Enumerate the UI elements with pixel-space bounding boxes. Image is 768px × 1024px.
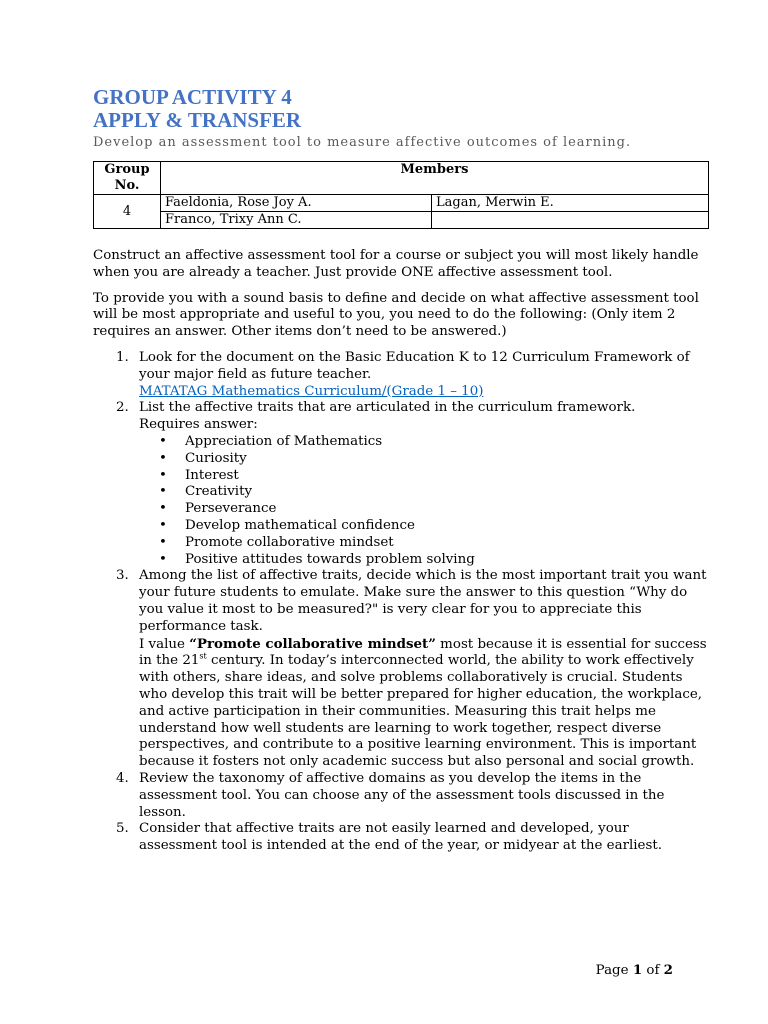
group-no-header-text: Group No. bbox=[104, 162, 150, 193]
traits-list bbox=[139, 434, 709, 568]
table-row bbox=[94, 212, 709, 229]
title-line-2: APPLY & TRANSFER bbox=[93, 108, 302, 132]
item-text: Among the list of affective traits, decide which is the most important trait you want your future students to emulate. Make sure the answer to this question “Why do you value it most to be measured?" is very clear for you to appreciate this performance task. bbox=[139, 568, 707, 634]
bullet-icon: • bbox=[159, 501, 167, 517]
member-cell bbox=[432, 212, 709, 229]
members-header-text: Members bbox=[400, 162, 469, 177]
trait-text: Appreciation of Mathematics bbox=[185, 433, 383, 449]
bullet-icon: • bbox=[159, 433, 167, 449]
bullet-icon: • bbox=[159, 467, 167, 483]
item-text: Review the taxonomy of affective domains as you develop the items in the assessment tool. You can choose any of the assessment tools discussed in the lesson. bbox=[139, 770, 665, 820]
footer-page-label: Page bbox=[595, 963, 633, 978]
answer-lead: I value bbox=[139, 636, 190, 652]
subtitle: Develop an assessment tool to measure affective outcomes of learning. bbox=[93, 135, 632, 150]
bullet-icon: • bbox=[159, 450, 167, 466]
trait-text: Curiosity bbox=[185, 450, 247, 466]
table-row bbox=[94, 195, 709, 212]
trait-item bbox=[139, 518, 709, 535]
page-footer bbox=[596, 962, 673, 979]
instructions-list bbox=[93, 350, 709, 855]
list-item bbox=[93, 821, 709, 855]
footer-of-label: of bbox=[642, 963, 664, 978]
trait-item bbox=[139, 484, 709, 501]
bullet-icon: • bbox=[159, 517, 167, 533]
item-number: 5. bbox=[116, 821, 129, 837]
trait-text: Creativity bbox=[185, 484, 253, 500]
basis-paragraph: To provide you with a sound basis to define and decide on what affective assessment tool will be most appropriate and useful to you, you need to do the following: (Only item 2 requires an answer. Other items don’t need to be answered.) bbox=[93, 290, 699, 340]
list-item bbox=[93, 400, 709, 568]
table-header-row bbox=[94, 162, 709, 195]
body bbox=[93, 248, 709, 855]
trait-text: Interest bbox=[185, 467, 239, 483]
trait-item bbox=[139, 434, 709, 451]
trait-text: Perseverance bbox=[185, 501, 277, 517]
member-cell: Faeldonia, Rose Joy A. bbox=[161, 195, 432, 212]
member-cell: Lagan, Merwin E. bbox=[432, 195, 709, 212]
answer-superscript: st bbox=[199, 651, 207, 661]
list-item bbox=[93, 350, 709, 400]
intro-paragraph: Construct an affective assessment tool for a course or subject you will most likely handle when you are already a teacher. Just provide ONE affective assessment tool. bbox=[93, 248, 699, 280]
group-number-cell: 4 bbox=[94, 195, 161, 229]
footer-current-page: 1 bbox=[632, 962, 643, 978]
curriculum-link[interactable]: MATATAG Mathematics Curriculum/(Grade 1 – 10) bbox=[139, 383, 484, 399]
answer-text-2: century. In today’s interconnected world, the ability to work effectively with others, share ideas, and solve problems collaboratively is crucial. Students who develop this trait will be better prepared for higher education, the workplace, and active participation in their communities. Measuring this trait helps me understand how well students are learning to work together, respect diverse perspectives, and contribute to a positive learning environment. This is important because it fosters not only academic success but also personal and social growth. bbox=[139, 653, 703, 770]
bullet-icon: • bbox=[159, 534, 167, 550]
trait-text: Positive attitudes towards problem solving bbox=[185, 551, 475, 567]
list-item bbox=[93, 568, 709, 771]
document-page bbox=[93, 86, 709, 855]
trait-item bbox=[139, 501, 709, 518]
item-subtext: Requires answer: bbox=[139, 417, 258, 433]
trait-item bbox=[139, 535, 709, 552]
trait-item bbox=[139, 552, 709, 569]
item-number: 1. bbox=[116, 349, 129, 365]
item-number: 3. bbox=[116, 568, 129, 584]
members-header bbox=[161, 162, 709, 195]
trait-item bbox=[139, 451, 709, 468]
group-no-header bbox=[94, 162, 161, 195]
answer-trait: “Promote collaborative mindset” bbox=[189, 635, 436, 652]
item-number: 2. bbox=[116, 400, 129, 416]
member-cell: Franco, Trixy Ann C. bbox=[161, 212, 432, 229]
item-text: Consider that affective traits are not easily learned and developed, your assessment tool is intended at the end of the year, or midyear at the earliest. bbox=[139, 821, 662, 854]
trait-text: Promote collaborative mindset bbox=[185, 534, 394, 550]
trait-item bbox=[139, 468, 709, 485]
bullet-icon: • bbox=[159, 484, 167, 500]
item-text: Look for the document on the Basic Education K to 12 Curriculum Framework of your major field as future teacher. bbox=[139, 349, 690, 382]
footer-total-pages: 2 bbox=[663, 962, 673, 978]
members-table bbox=[93, 161, 709, 229]
trait-text: Develop mathematical confidence bbox=[185, 517, 415, 533]
list-item bbox=[93, 771, 709, 821]
answer-text-1: most because it is essential for success in the 21 bbox=[139, 636, 707, 669]
item-number: 4. bbox=[116, 770, 129, 786]
bullet-icon: • bbox=[159, 551, 167, 567]
item-text: List the affective traits that are articulated in the curriculum framework. bbox=[139, 400, 636, 416]
title-line-1: GROUP ACTIVITY 4 bbox=[93, 85, 292, 109]
answer-paragraph bbox=[139, 637, 707, 770]
